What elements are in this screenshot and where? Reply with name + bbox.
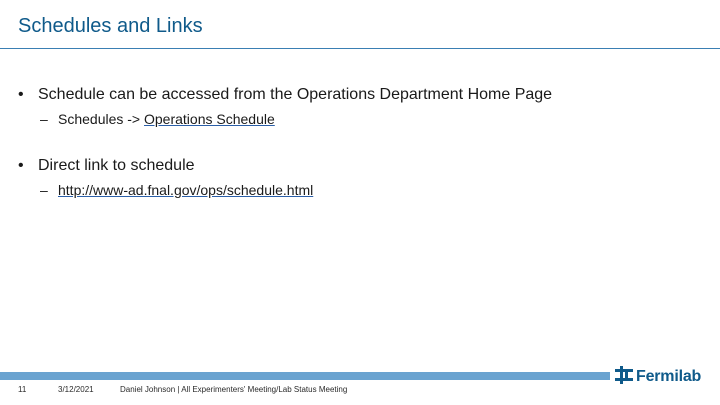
footer-date: 3/12/2021 bbox=[58, 385, 94, 394]
dash-glyph: – bbox=[40, 111, 48, 127]
sub-bullet-item bbox=[40, 182, 313, 198]
bullet-glyph: • bbox=[18, 86, 24, 103]
footer-author-meeting: Daniel Johnson | All Experimenters' Meeting/Lab Status Meeting bbox=[120, 385, 348, 394]
sub-bullet-item bbox=[40, 111, 275, 127]
fermilab-logo-text: Fermilab bbox=[636, 368, 702, 385]
title-divider bbox=[0, 48, 720, 49]
slide-title: Schedules and Links bbox=[18, 15, 203, 37]
bullet-text: Schedule can be accessed from the Operations Department Home Page bbox=[38, 86, 553, 103]
sub-bullet-prefix: Schedules -> bbox=[58, 111, 144, 127]
bullet-item bbox=[18, 86, 552, 104]
page-number: 11 bbox=[18, 385, 27, 394]
dash-glyph: – bbox=[40, 182, 48, 198]
bullet-text: Direct link to schedule bbox=[38, 157, 195, 174]
bullet-item bbox=[18, 157, 195, 175]
footer-bar bbox=[0, 372, 610, 380]
operations-schedule-link[interactable]: Operations Schedule bbox=[144, 111, 275, 127]
fermilab-logo-icon bbox=[615, 366, 633, 389]
schedule-url-link[interactable]: http://www-ad.fnal.gov/ops/schedule.html bbox=[58, 182, 314, 198]
fermilab-logo bbox=[615, 366, 701, 388]
bullet-glyph: • bbox=[18, 157, 24, 174]
